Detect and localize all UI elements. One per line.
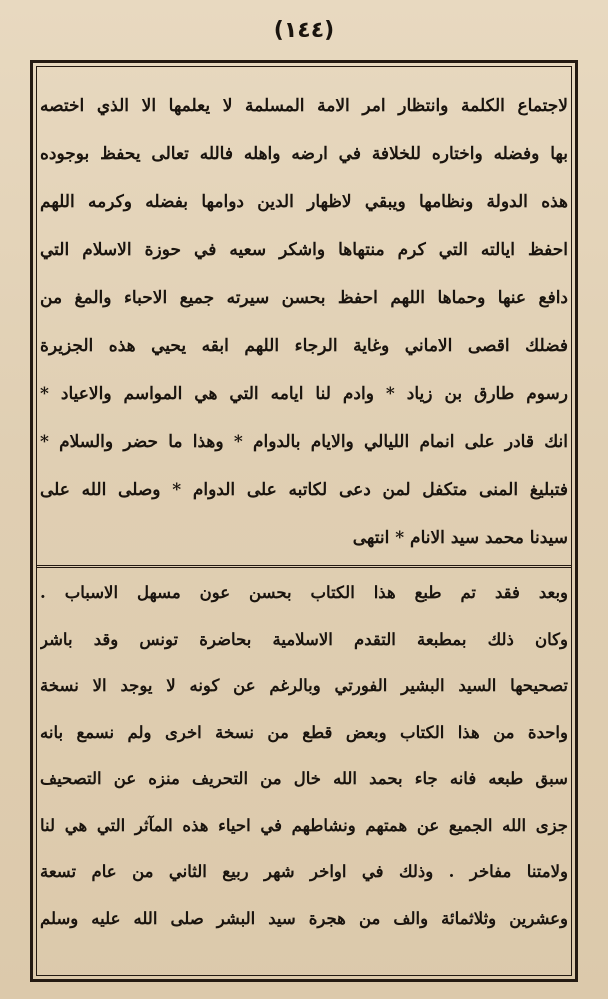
main-text-block xyxy=(40,82,568,562)
colophon-block xyxy=(40,570,568,942)
text-line: فضلك اقصى الاماني وغاية الرجاء اللهم ابقه يحيي هذه الجزيرة xyxy=(40,336,568,356)
text-line: انك قادر على انمام الليالي والايام بالدوام * وهذا ما حضر والسلام * xyxy=(40,432,568,452)
text-line: دافع عنها وحماها اللهم احفظ بحسن سيرته جميع الاحباء والمغ من xyxy=(40,288,568,308)
text-line: بها وفضله واختاره للخلافة في ارضه واهله فالله تعالى يحفظ بوجوده xyxy=(40,144,568,164)
text-line: فتبليغ المنى متكفل لمن دعى لكاتبه على الدوام * وصلى الله على xyxy=(40,480,568,500)
text-line: احفظ ايالته التي كرم منتهاها واشكر سعيه في حوزة الاسلام التي xyxy=(40,240,568,260)
page-number: (١٤٤) xyxy=(273,18,335,43)
text-line-final: سيدنا محمد سيد الانام * انتهى xyxy=(352,528,568,548)
colophon-line: وبعد فقد تم طبع هذا الكتاب بحسن عون مسهل الاسباب . xyxy=(40,583,568,602)
colophon-line: ولامتنا مفاخر . وذلك في اواخر شهر ربيع الثاني من عام تسعة xyxy=(40,862,568,881)
colophon-line: واحدة من هذا الكتاب وبعض قطع من نسخة اخرى ولم نسمع بانه xyxy=(40,722,568,742)
text-line: هذه الدولة ونظامها ويبقي لاظهار الدين دوامها بفضله وكرمه اللهم xyxy=(40,192,568,212)
text-line: لاجتماع الكلمة وانتظار امر الامة المسلمة لا يعلمها الا الذي اختصه xyxy=(40,96,568,116)
colophon-line: وعشرين وثلاثمائة والف من هجرة سيد البشر صلى الله عليه وسلم xyxy=(40,908,568,928)
text-line: رسوم طارق بن زياد * وادم لنا ايامه التي هي المواسم والاعياد * xyxy=(40,384,568,404)
colophon-line: جزى الله الجميع عن همتهم ونشاطهم في احياء هذه المآثر التي هي لنا xyxy=(40,815,568,835)
colophon-line: سبق طبعه فانه جاء بحمد الله خال من التحريف منزه عن التصحيف xyxy=(40,769,568,788)
section-divider xyxy=(36,565,572,568)
colophon-line: تصحيحها السيد البشير الفورتي وبالرغم عن كونه لا يوجد الا نسخة xyxy=(40,676,568,695)
colophon-line: وكان ذلك بمطبعة التقدم الاسلامية بحاضرة تونس وقد باشر xyxy=(40,629,568,649)
